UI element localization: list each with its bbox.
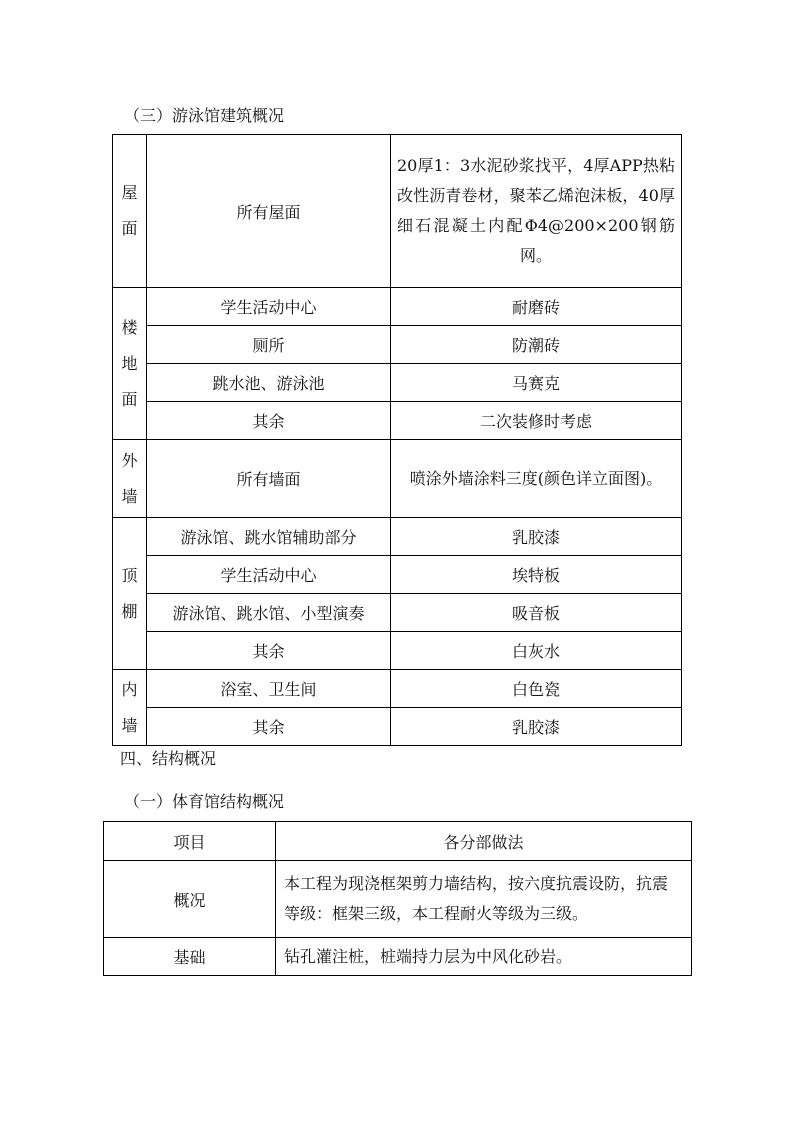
section-heading-gym-structure: （一）体育馆结构概况 <box>124 792 285 811</box>
item-cell: 概况 <box>104 861 276 938</box>
method-cell: 本工程为现浇框架剪力墙结构，按六度抗震设防，抗震等级：框架三级，本工程耐火等级为三级。 <box>276 861 692 938</box>
treatment-cell: 埃特板 <box>391 556 682 594</box>
location-cell: 厕所 <box>147 326 391 364</box>
method-cell: 钻孔灌注桩，桩端持力层为中风化砂岩。 <box>276 938 692 976</box>
treatment-cell: 喷涂外墙涂料三度(颜色详立面图)。 <box>391 440 682 518</box>
item-cell: 基础 <box>104 938 276 976</box>
treatment-cell: 白色瓷 <box>391 670 682 708</box>
treatment-cell: 防潮砖 <box>391 326 682 364</box>
table-row <box>113 594 682 632</box>
treatment-cell: 耐磨砖 <box>391 288 682 326</box>
treatment-cell: 二次装修时考虑 <box>391 402 682 440</box>
header-method: 各分部做法 <box>276 822 692 861</box>
location-cell: 所有墙面 <box>147 440 391 518</box>
location-cell: 所有屋面 <box>147 135 391 288</box>
gym-structure-table <box>103 821 692 976</box>
section-heading-structure: 四、结构概况 <box>120 749 217 768</box>
treatment-cell: 乳胶漆 <box>391 518 682 556</box>
table-row <box>104 938 692 976</box>
table-row <box>113 326 682 364</box>
location-cell: 学生活动中心 <box>147 556 391 594</box>
treatment-cell: 吸音板 <box>391 594 682 632</box>
treatment-cell: 乳胶漆 <box>391 708 682 746</box>
category-cell: 外墙 <box>113 440 147 518</box>
table-row <box>113 670 682 708</box>
treatment-cell: 白灰水 <box>391 632 682 670</box>
location-cell: 游泳馆、跳水馆辅助部分 <box>147 518 391 556</box>
table-row <box>113 708 682 746</box>
table-header-row <box>104 822 692 861</box>
table-row <box>113 135 682 288</box>
table-row <box>113 518 682 556</box>
table-row <box>113 288 682 326</box>
table-row <box>113 402 682 440</box>
header-item: 项目 <box>104 822 276 861</box>
treatment-cell: 20厚1：3水泥砂浆找平，4厚APP热粘改性沥青卷材，聚苯乙烯泡沫板，40厚细石混凝土内配Φ4@200×200钢筋网。 <box>391 135 682 288</box>
location-cell: 其余 <box>147 632 391 670</box>
table-row <box>113 632 682 670</box>
treatment-cell: 马赛克 <box>391 364 682 402</box>
location-cell: 其余 <box>147 402 391 440</box>
table-row <box>113 440 682 518</box>
swimming-hall-architecture-table <box>112 134 682 746</box>
location-cell: 学生活动中心 <box>147 288 391 326</box>
location-cell: 游泳馆、跳水馆、小型演奏 <box>147 594 391 632</box>
category-cell: 内墙 <box>113 670 147 746</box>
section-heading-swimming-hall: （三）游泳馆建筑概况 <box>124 106 285 125</box>
table-row <box>104 861 692 938</box>
table-row <box>113 364 682 402</box>
location-cell: 其余 <box>147 708 391 746</box>
category-cell: 顶棚 <box>113 518 147 670</box>
location-cell: 跳水池、游泳池 <box>147 364 391 402</box>
category-cell: 楼地面 <box>113 288 147 440</box>
table-row <box>113 556 682 594</box>
location-cell: 浴室、卫生间 <box>147 670 391 708</box>
category-cell: 屋面 <box>113 135 147 288</box>
